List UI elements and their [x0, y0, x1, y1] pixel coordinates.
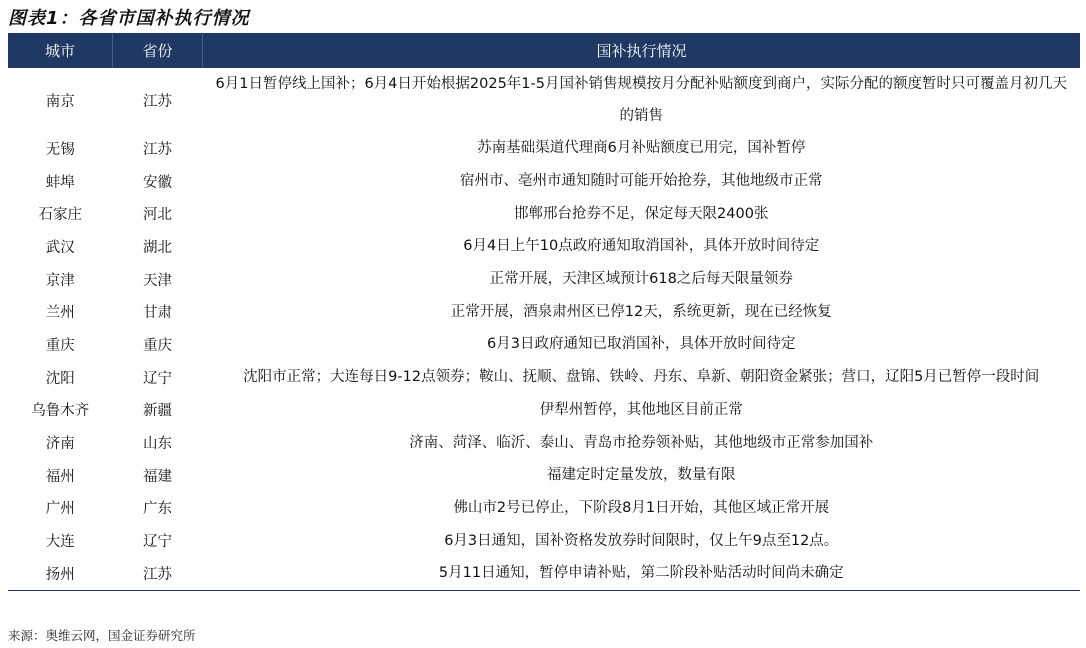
province-cell: 山东 — [143, 436, 172, 453]
status-cell: 5月11日通知，暂停申请补贴，第二阶段补贴活动时间尚未确定 — [203, 557, 1081, 590]
status-cell: 6月4日上午10点政府通知取消国补，具体开放时间待定 — [463, 238, 820, 255]
table-row — [8, 197, 1080, 230]
table-row — [8, 492, 1080, 525]
table-row — [8, 361, 1080, 394]
table-row — [8, 68, 1080, 132]
table-row — [8, 295, 1080, 328]
city-cell: 乌鲁木齐 — [31, 403, 90, 420]
figure-title: 图表1：各省市国补执行情况 — [8, 8, 250, 29]
table-header — [8, 33, 1080, 68]
table-row — [8, 263, 1080, 296]
status-cell: 6月3日政府通知已取消国补，具体开放时间待定 — [487, 336, 796, 353]
province-cell: 辽宁 — [143, 534, 172, 551]
province-cell: 江苏 — [113, 557, 203, 590]
province-cell: 湖北 — [143, 239, 172, 256]
province-cell: 甘肃 — [143, 305, 172, 322]
city-cell: 南京 — [45, 93, 75, 110]
status-cell: 苏南基础渠道代理商6月补贴额度已用完，国补暂停 — [477, 140, 806, 157]
table-row — [8, 524, 1080, 557]
table-row — [8, 328, 1080, 361]
table-row — [8, 459, 1080, 492]
city-cell: 重庆 — [45, 337, 75, 354]
province-cell: 新疆 — [143, 403, 172, 420]
table-row — [8, 557, 1080, 590]
header-status: 国补执行情况 — [203, 33, 1081, 68]
city-cell: 蚌埠 — [45, 174, 75, 191]
province-cell: 重庆 — [143, 337, 172, 354]
city-cell: 无锡 — [45, 141, 75, 158]
city-cell: 福州 — [45, 468, 75, 485]
province-cell: 广东 — [143, 501, 172, 518]
city-cell: 大连 — [45, 534, 75, 551]
status-cell: 邯郸邢台抢券不足，保定每天限2400张 — [514, 205, 769, 222]
province-cell: 江苏 — [143, 93, 172, 110]
city-cell: 扬州 — [8, 557, 113, 590]
status-cell: 正常开展，酒泉肃州区已停12天，系统更新，现在已经恢复 — [450, 303, 832, 320]
table-row — [8, 132, 1080, 165]
header-city: 城市 — [8, 33, 113, 68]
city-cell: 石家庄 — [38, 207, 82, 224]
city-cell: 武汉 — [45, 239, 75, 256]
city-cell: 广州 — [45, 501, 75, 518]
status-cell: 沈阳市正常；大连每日9-12点领券；鞍山、抚顺、盘锦、铁岭、丹东、阜新、朝阳资金紧张；营口，辽阳5月已暂停一段时间 — [243, 369, 1040, 386]
province-cell: 河北 — [143, 207, 172, 224]
province-cell: 福建 — [143, 468, 172, 485]
status-cell: 6月3日通知，国补资格发放券时间限时，仅上午9点至12点。 — [444, 532, 839, 549]
city-cell: 兰州 — [45, 305, 75, 322]
status-cell: 佛山市2号已停止，下阶段8月1日开始，其他区域正常开展 — [453, 499, 830, 516]
city-cell: 沈阳 — [45, 370, 75, 387]
province-cell: 天津 — [143, 272, 172, 289]
header-province: 省份 — [113, 33, 203, 68]
subsidy-table — [8, 33, 1080, 591]
province-cell: 辽宁 — [143, 370, 172, 387]
table-row — [8, 394, 1080, 427]
table-row — [8, 426, 1080, 459]
province-cell: 江苏 — [143, 141, 172, 158]
status-cell: 宿州市、亳州市通知随时可能开始抢券，其他地级市正常 — [460, 173, 823, 190]
city-cell: 济南 — [45, 436, 75, 453]
status-cell: 正常开展，天津区域预计618之后每天限量领券 — [489, 271, 793, 288]
province-cell: 安徽 — [143, 174, 172, 191]
city-cell: 京津 — [45, 272, 75, 289]
table-row — [8, 165, 1080, 198]
status-cell: 福建定时定量发放，数量有限 — [547, 467, 736, 484]
source-note: 来源：奥维云网，国金证券研究所 — [8, 628, 196, 643]
status-cell: 6月1日暂停线上国补；6月4日开始根据2025年1-5月国补销售规模按月分配补贴额度到商户，实际分配的额度暂时只可覆盖月初几天的销售 — [215, 76, 1067, 124]
table-row — [8, 230, 1080, 263]
status-cell: 济南、菏泽、临沂、泰山、青岛市抢券领补贴，其他地级市正常参加国补 — [409, 434, 874, 451]
status-cell: 伊犁州暂停，其他地区目前正常 — [539, 401, 743, 418]
